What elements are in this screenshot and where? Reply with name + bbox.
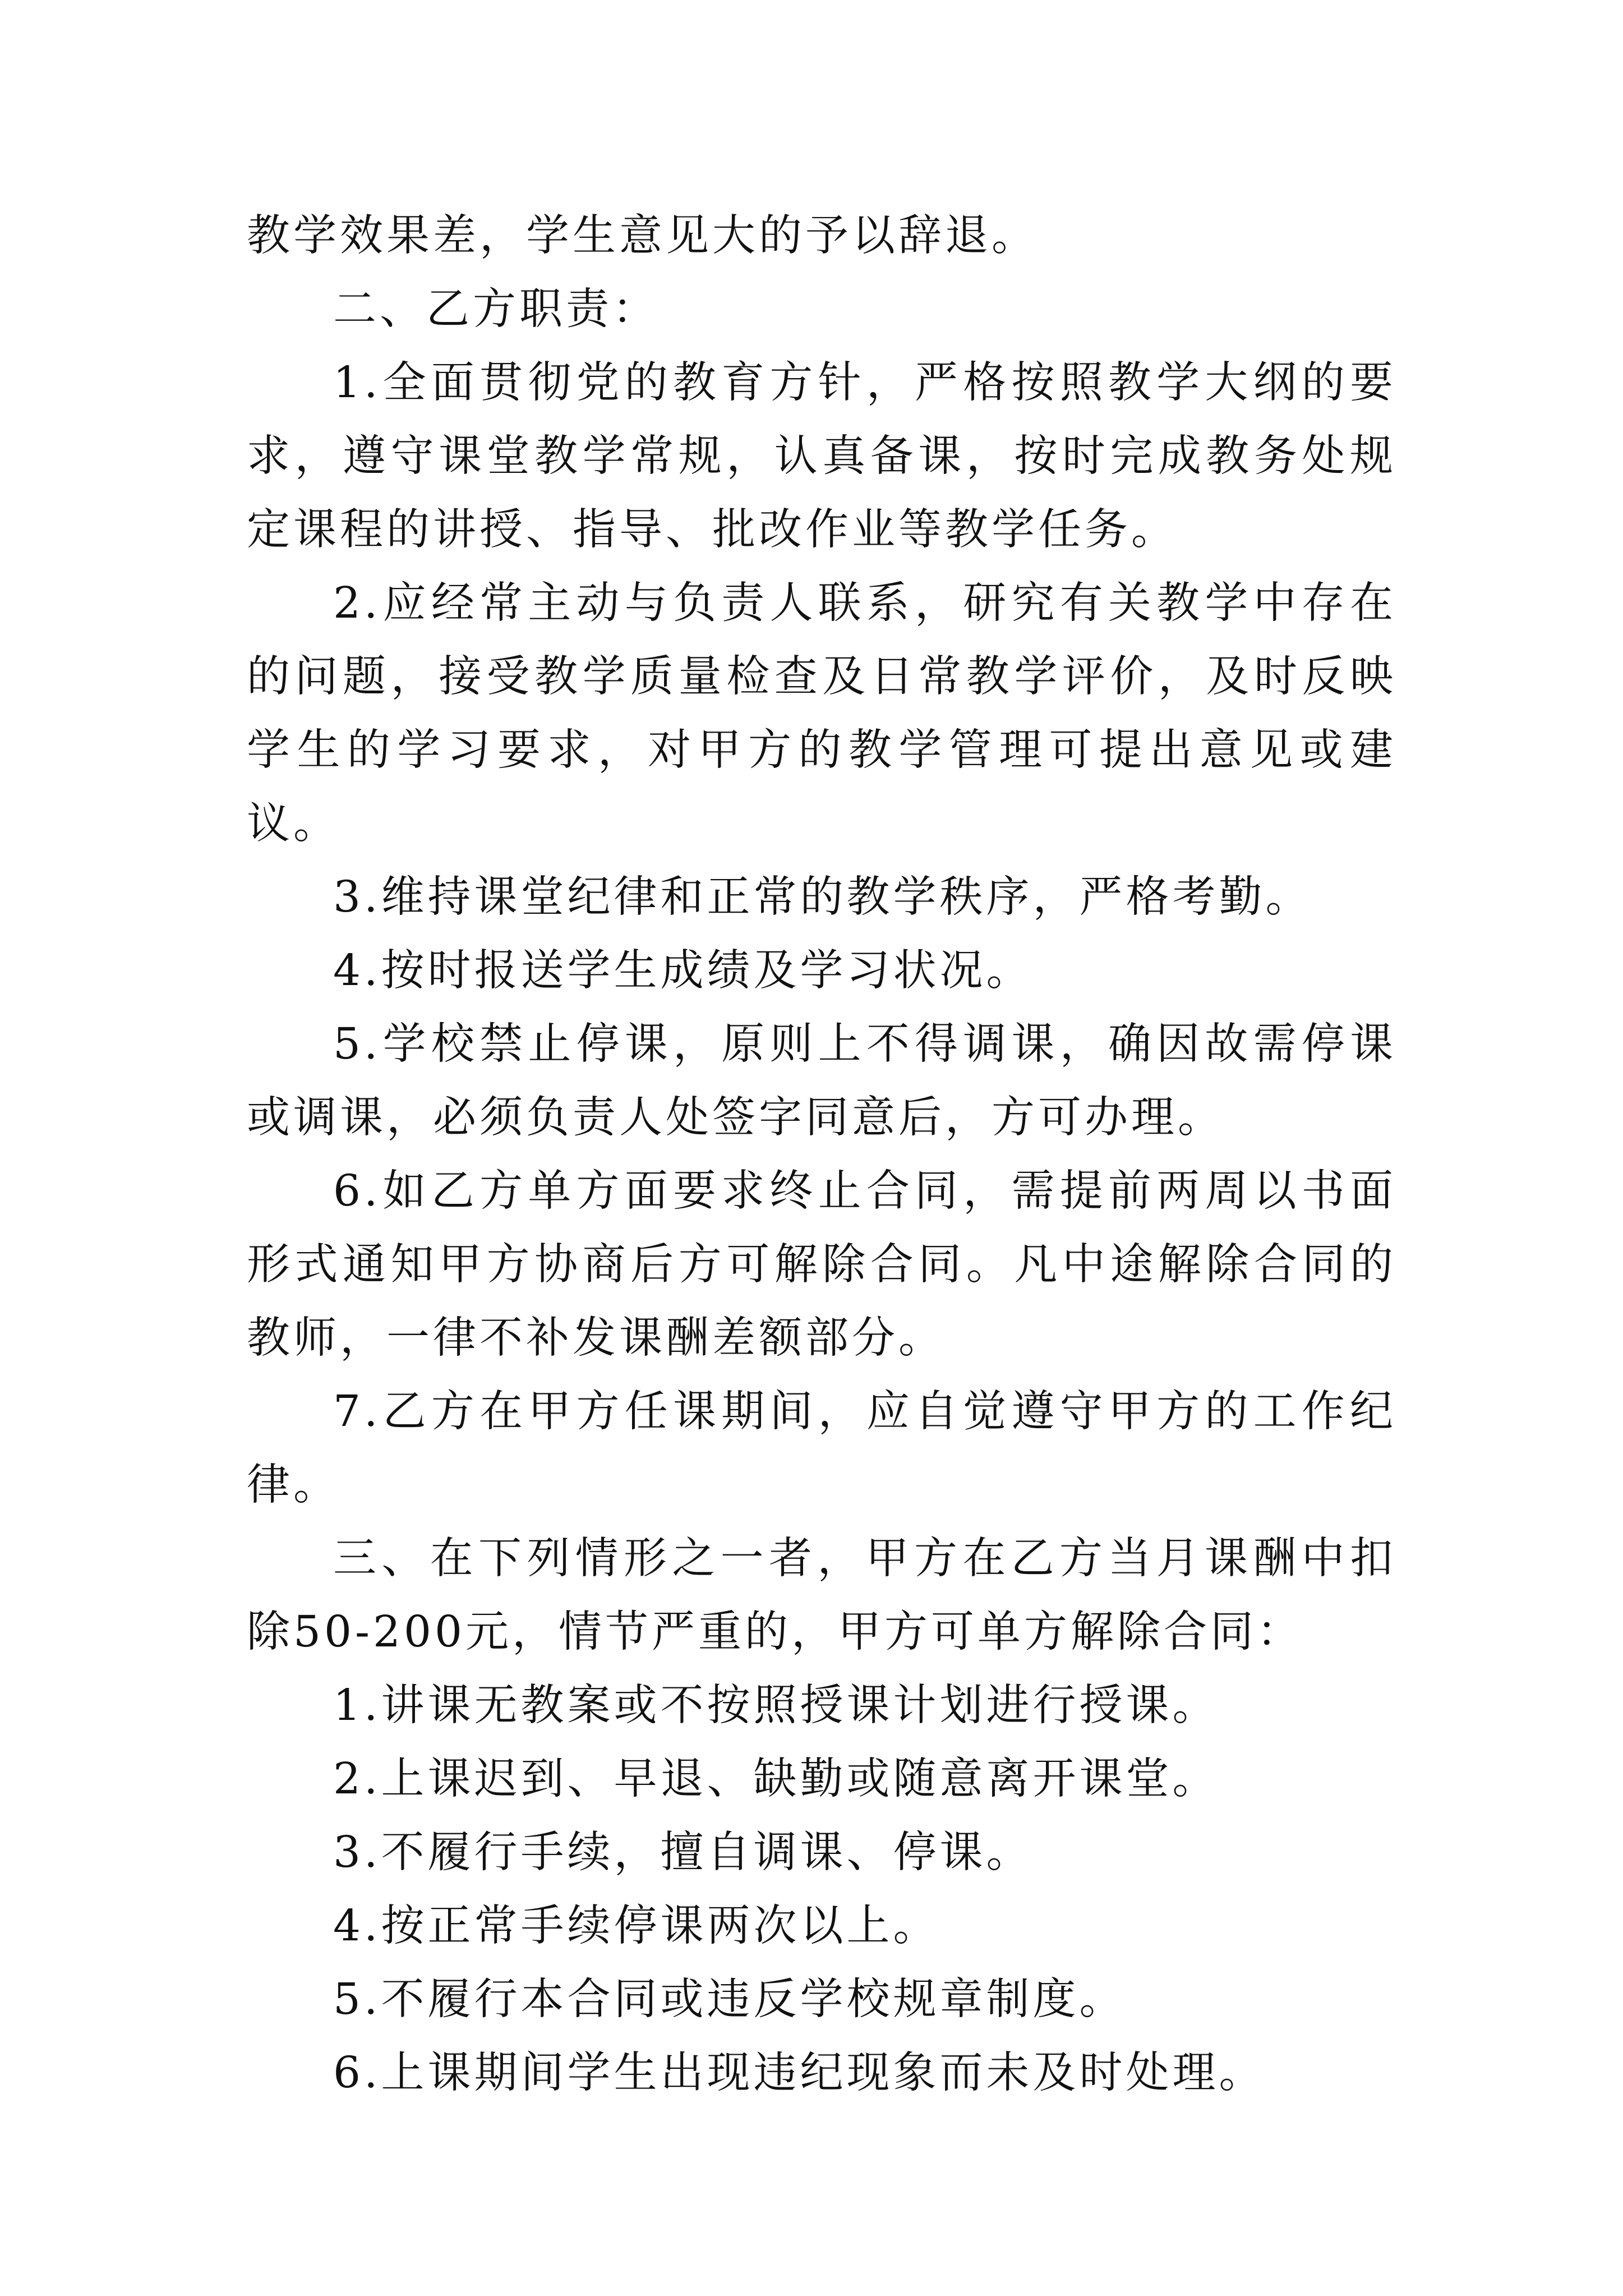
paragraph-deduction-2: 2.上课迟到、早退、缺勤或随意离开课堂。 — [333, 1754, 1219, 1804]
section-heading-party-b-duties: 二、乙方职责： — [333, 284, 659, 334]
paragraph-deduction-3: 3.不履行手续，擅自调课、停课。 — [333, 1828, 1033, 1878]
section-heading-deductions: 三、在下列情形之一者，甲方在乙方当月课酬中扣除50-200元，情节严重的，甲方可单方解除合同： — [247, 1534, 1396, 1657]
paragraph-duty-6: 6.如乙方单方面要求终止合同，需提前两周以书面形式通知甲方协商后方可解除合同。凡中途解除合同的教师，一律不补发课酬差额部分。 — [247, 1166, 1396, 1363]
paragraph-duty-1: 1.全面贯彻党的教育方针，严格按照教学大纲的要求，遵守课堂教学常规，认真备课，按时完成教务处规定课程的讲授、指导、批改作业等教学任务。 — [247, 358, 1396, 555]
document-body — [247, 199, 1396, 2110]
paragraph-deduction-5: 5.不履行本合同或违反学校规章制度。 — [333, 1975, 1126, 2024]
paragraph-intro-dismissal: 教学效果差，学生意见大的予以辞退。 — [247, 211, 1038, 261]
paragraph-deduction-1: 1.讲课无教案或不按照授课计划进行授课。 — [333, 1681, 1219, 1731]
paragraph-duty-4: 4.按时报送学生成绩及学习状况。 — [333, 946, 1033, 996]
paragraph-duty-3: 3.维持课堂纪律和正常的教学秩序，严格考勤。 — [333, 872, 1312, 922]
paragraph-deduction-4: 4.按正常手续停课两次以上。 — [333, 1901, 940, 1951]
paragraph-duty-2: 2.应经常主动与负责人联系，研究有关教学中存在的问题，接受教学质量检查及日常教学评价，及时反映学生的学习要求，对甲方的教学管理可提出意见或建议。 — [247, 578, 1396, 849]
paragraph-duty-5: 5.学校禁止停课，原则上不得调课，确因故需停课或调课，必须负责人处签字同意后，方可办理。 — [247, 1019, 1396, 1143]
paragraph-duty-7: 7.乙方在甲方任课期间，应自觉遵守甲方的工作纪律。 — [247, 1387, 1396, 1510]
paragraph-deduction-6: 6.上课期间学生出现违纪现象而未及时处理。 — [333, 2048, 1266, 2098]
